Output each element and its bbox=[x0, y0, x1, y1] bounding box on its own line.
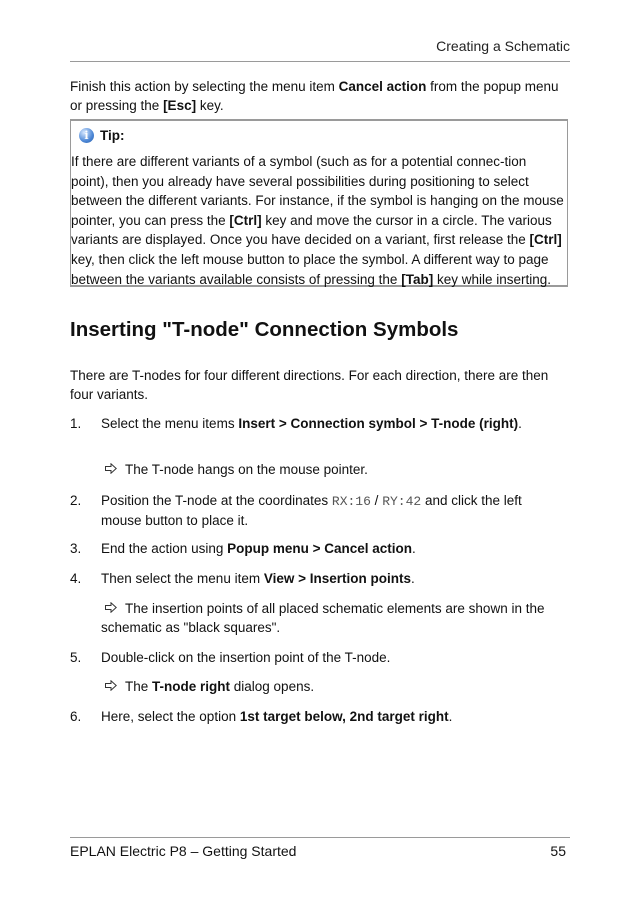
result-4: The insertion points of all placed schematic elements are shown in the schematic as "black squares". bbox=[101, 601, 545, 635]
step-text: End the action using Popup menu > Cancel action. bbox=[101, 541, 416, 556]
footer-divider bbox=[70, 837, 570, 838]
tip-label: Tip: bbox=[100, 127, 125, 143]
step-number: 4. bbox=[70, 571, 82, 586]
step-number: 1. bbox=[70, 416, 82, 431]
step-number: 2. bbox=[70, 493, 82, 508]
step-text: Double-click on the insertion point of the T-node. bbox=[101, 650, 391, 665]
step-text: Select the menu items Insert > Connection symbol > T-node (right). bbox=[101, 416, 522, 431]
info-icon: i bbox=[79, 128, 94, 143]
header-divider bbox=[70, 61, 570, 62]
result-5: The T-node right dialog opens. bbox=[101, 677, 566, 696]
tip-box bbox=[70, 119, 568, 287]
section-intro: There are T-nodes for four different directions. For each direction, there are then four variants. bbox=[70, 368, 549, 402]
intro-paragraph: Finish this action by selecting the menu item Cancel action from the popup menu or pressing the [Esc] key. bbox=[70, 79, 559, 113]
result-arrow-icon bbox=[105, 677, 119, 696]
tip-body: If there are different variants of a symbol (such as for a potential connec-tion point), then you already have several possibilities during positioning to select between the different variants. For instance, if the symbol is hanging on the mouse pointer, you can press the [Ctrl] key and move the cursor in a circle. The various variants are displayed. Once you have decided on a variant, first release the [Ctrl] key, then click the left mouse button to place the symbol. A different way to page between the variants available consists of pressing the [Tab] key while inserting. bbox=[71, 154, 564, 287]
step-number: 6. bbox=[70, 709, 82, 724]
section-heading: Inserting "T-node" Connection Symbols bbox=[70, 318, 459, 341]
coordinate-rx: RX:16 bbox=[331, 494, 371, 509]
page-header-title: Creating a Schematic bbox=[436, 38, 570, 54]
footer-title: EPLAN Electric P8 – Getting Started bbox=[70, 843, 297, 859]
result-arrow-icon bbox=[105, 460, 119, 479]
tip-header bbox=[79, 126, 125, 144]
result-arrow-icon bbox=[105, 599, 119, 618]
step-number: 3. bbox=[70, 541, 82, 556]
step-text: Then select the menu item View > Insertion points. bbox=[101, 571, 415, 586]
step-text: Position the T-node at the coordinates RX:16 / RY:42 and click the left mouse button to place it. bbox=[101, 493, 522, 528]
result-1: The T-node hangs on the mouse pointer. bbox=[101, 460, 566, 479]
step-text: Here, select the option 1st target below, 2nd target right. bbox=[101, 709, 453, 724]
step-number: 5. bbox=[70, 650, 82, 665]
coordinate-ry: RY:42 bbox=[382, 494, 422, 509]
page-number: 55 bbox=[550, 843, 566, 859]
